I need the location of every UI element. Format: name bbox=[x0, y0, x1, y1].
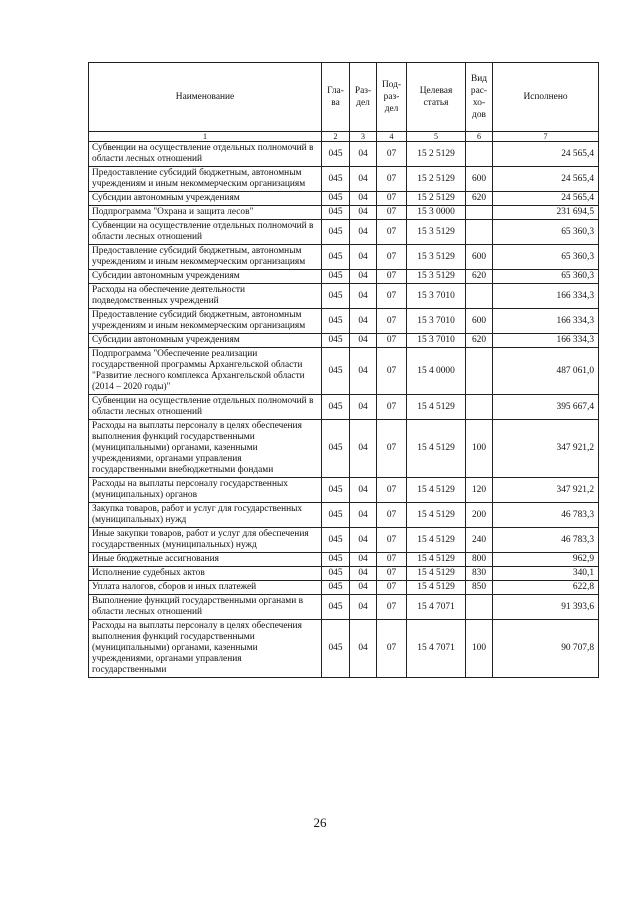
row-vid: 850 bbox=[466, 581, 493, 595]
row-statya: 15 2 5129 bbox=[407, 192, 466, 206]
row-razdel: 04 bbox=[350, 395, 377, 420]
row-podrazdel: 07 bbox=[377, 478, 407, 503]
row-vid: 240 bbox=[466, 528, 493, 553]
row-name: Предоставление субсидий бюджетным, автономным учреждениям и иным некоммерческим организациям bbox=[89, 167, 322, 192]
row-vid bbox=[466, 142, 493, 167]
table-row bbox=[89, 478, 599, 503]
table-row bbox=[89, 206, 599, 220]
row-podrazdel: 07 bbox=[377, 284, 407, 309]
row-vid bbox=[466, 395, 493, 420]
row-razdel: 04 bbox=[350, 348, 377, 395]
table-row bbox=[89, 595, 599, 620]
row-name: Субвенции на осуществление отдельных полномочий в области лесных отношений bbox=[89, 142, 322, 167]
row-razdel: 04 bbox=[350, 620, 377, 678]
table-row bbox=[89, 220, 599, 245]
row-statya: 15 2 5129 bbox=[407, 142, 466, 167]
row-sum: 24 565,4 bbox=[493, 192, 599, 206]
row-razdel: 04 bbox=[350, 553, 377, 567]
row-sum: 166 334,3 bbox=[493, 284, 599, 309]
row-vid: 100 bbox=[466, 620, 493, 678]
row-glava: 045 bbox=[322, 595, 350, 620]
row-vid bbox=[466, 206, 493, 220]
row-sum: 65 360,3 bbox=[493, 270, 599, 284]
row-glava: 045 bbox=[322, 553, 350, 567]
row-glava: 045 bbox=[322, 167, 350, 192]
row-podrazdel: 07 bbox=[377, 206, 407, 220]
header-sum: Исполнено bbox=[493, 63, 599, 132]
table-row bbox=[89, 284, 599, 309]
row-name: Иные бюджетные ассигнования bbox=[89, 553, 322, 567]
row-podrazdel: 07 bbox=[377, 270, 407, 284]
row-name: Подпрограмма "Обеспечение реализации государственной программы Архангельской области "Развитие лесного комплекса Архангельской области (2014 – 2020 годы)" bbox=[89, 348, 322, 395]
column-number: 7 bbox=[493, 132, 599, 142]
row-statya: 15 4 7071 bbox=[407, 620, 466, 678]
row-glava: 045 bbox=[322, 620, 350, 678]
column-number: 4 bbox=[377, 132, 407, 142]
row-statya: 15 4 7071 bbox=[407, 595, 466, 620]
row-razdel: 04 bbox=[350, 284, 377, 309]
row-podrazdel: 07 bbox=[377, 528, 407, 553]
row-sum: 347 921,2 bbox=[493, 478, 599, 503]
row-name: Подпрограмма "Охрана и защита лесов" bbox=[89, 206, 322, 220]
row-podrazdel: 07 bbox=[377, 420, 407, 478]
table-header-row bbox=[89, 63, 599, 132]
row-glava: 045 bbox=[322, 270, 350, 284]
header-glava: Гла- ва bbox=[322, 63, 350, 132]
row-glava: 045 bbox=[322, 220, 350, 245]
row-podrazdel: 07 bbox=[377, 192, 407, 206]
row-name: Расходы на обеспечение деятельности подведомственных учреждений bbox=[89, 284, 322, 309]
row-razdel: 04 bbox=[350, 206, 377, 220]
row-name: Предоставление субсидий бюджетным, автономным учреждениям и иным некоммерческим организациям bbox=[89, 309, 322, 334]
table-row bbox=[89, 270, 599, 284]
row-podrazdel: 07 bbox=[377, 553, 407, 567]
row-glava: 045 bbox=[322, 334, 350, 348]
header-podrazdel: Под- раз- дел bbox=[377, 63, 407, 132]
table-row bbox=[89, 553, 599, 567]
row-statya: 15 4 5129 bbox=[407, 503, 466, 528]
row-podrazdel: 07 bbox=[377, 245, 407, 270]
row-glava: 045 bbox=[322, 567, 350, 581]
column-number: 1 bbox=[89, 132, 322, 142]
row-razdel: 04 bbox=[350, 420, 377, 478]
column-number-row bbox=[89, 132, 599, 142]
row-sum: 91 393,6 bbox=[493, 595, 599, 620]
row-glava: 045 bbox=[322, 284, 350, 309]
row-razdel: 04 bbox=[350, 334, 377, 348]
row-statya: 15 4 5129 bbox=[407, 553, 466, 567]
row-sum: 24 565,4 bbox=[493, 167, 599, 192]
row-vid: 620 bbox=[466, 334, 493, 348]
row-statya: 15 3 7010 bbox=[407, 334, 466, 348]
row-glava: 045 bbox=[322, 581, 350, 595]
row-sum: 622,8 bbox=[493, 581, 599, 595]
row-razdel: 04 bbox=[350, 245, 377, 270]
row-statya: 15 3 5129 bbox=[407, 270, 466, 284]
row-vid: 600 bbox=[466, 245, 493, 270]
row-statya: 15 4 5129 bbox=[407, 567, 466, 581]
row-podrazdel: 07 bbox=[377, 167, 407, 192]
row-glava: 045 bbox=[322, 478, 350, 503]
column-number: 5 bbox=[407, 132, 466, 142]
row-statya: 15 3 7010 bbox=[407, 284, 466, 309]
row-glava: 045 bbox=[322, 192, 350, 206]
row-vid: 600 bbox=[466, 167, 493, 192]
page-number: 26 bbox=[313, 815, 327, 830]
row-podrazdel: 07 bbox=[377, 220, 407, 245]
row-name: Предоставление субсидий бюджетным, автономным учреждениям и иным некоммерческим организациям bbox=[89, 245, 322, 270]
row-sum: 46 783,3 bbox=[493, 503, 599, 528]
row-statya: 15 3 0000 bbox=[407, 206, 466, 220]
table-row bbox=[89, 334, 599, 348]
row-name: Закупка товаров, работ и услуг для государственных (муниципальных) нужд bbox=[89, 503, 322, 528]
row-name: Расходы на выплаты персоналу в целях обеспечения выполнения функций государственными (муниципальными) органами, казенными учреждениями, органами управления государственными внебюджетными фондами bbox=[89, 420, 322, 478]
row-razdel: 04 bbox=[350, 167, 377, 192]
row-podrazdel: 07 bbox=[377, 620, 407, 678]
row-sum: 487 061,0 bbox=[493, 348, 599, 395]
row-name: Уплата налогов, сборов и иных платежей bbox=[89, 581, 322, 595]
row-sum: 395 667,4 bbox=[493, 395, 599, 420]
row-name: Субсидии автономным учреждениям bbox=[89, 334, 322, 348]
row-sum: 65 360,3 bbox=[493, 245, 599, 270]
row-name: Субвенции на осуществление отдельных полномочий в области лесных отношений bbox=[89, 220, 322, 245]
row-name: Исполнение судебных актов bbox=[89, 567, 322, 581]
row-podrazdel: 07 bbox=[377, 595, 407, 620]
row-statya: 15 3 7010 bbox=[407, 309, 466, 334]
table-row bbox=[89, 567, 599, 581]
table-row bbox=[89, 395, 599, 420]
row-statya: 15 3 5129 bbox=[407, 220, 466, 245]
row-sum: 90 707,8 bbox=[493, 620, 599, 678]
row-glava: 045 bbox=[322, 420, 350, 478]
row-glava: 045 bbox=[322, 395, 350, 420]
row-razdel: 04 bbox=[350, 192, 377, 206]
row-glava: 045 bbox=[322, 309, 350, 334]
row-podrazdel: 07 bbox=[377, 348, 407, 395]
row-name: Иные закупки товаров, работ и услуг для обеспечения государственных (муниципальных) нужд bbox=[89, 528, 322, 553]
row-statya: 15 3 5129 bbox=[407, 245, 466, 270]
row-name: Субвенции на осуществление отдельных полномочий в области лесных отношений bbox=[89, 395, 322, 420]
row-razdel: 04 bbox=[350, 528, 377, 553]
row-vid: 600 bbox=[466, 309, 493, 334]
row-razdel: 04 bbox=[350, 567, 377, 581]
row-sum: 347 921,2 bbox=[493, 420, 599, 478]
row-sum: 166 334,3 bbox=[493, 309, 599, 334]
row-razdel: 04 bbox=[350, 503, 377, 528]
row-glava: 045 bbox=[322, 206, 350, 220]
row-razdel: 04 bbox=[350, 595, 377, 620]
header-vid: Вид рас- хо- дов bbox=[466, 63, 493, 132]
table-row bbox=[89, 167, 599, 192]
row-vid: 830 bbox=[466, 567, 493, 581]
row-sum: 962,9 bbox=[493, 553, 599, 567]
row-sum: 46 783,3 bbox=[493, 528, 599, 553]
table-row bbox=[89, 503, 599, 528]
row-vid bbox=[466, 348, 493, 395]
row-name: Субсидии автономным учреждениям bbox=[89, 192, 322, 206]
row-razdel: 04 bbox=[350, 581, 377, 595]
row-razdel: 04 bbox=[350, 270, 377, 284]
row-statya: 15 2 5129 bbox=[407, 167, 466, 192]
column-number: 2 bbox=[322, 132, 350, 142]
table-row bbox=[89, 192, 599, 206]
row-statya: 15 4 5129 bbox=[407, 528, 466, 553]
table-row bbox=[89, 348, 599, 395]
row-podrazdel: 07 bbox=[377, 503, 407, 528]
row-name: Выполнение функций государственными органами в области лесных отношений bbox=[89, 595, 322, 620]
row-razdel: 04 bbox=[350, 478, 377, 503]
row-podrazdel: 07 bbox=[377, 142, 407, 167]
row-statya: 15 4 0000 bbox=[407, 348, 466, 395]
row-razdel: 04 bbox=[350, 309, 377, 334]
row-vid: 800 bbox=[466, 553, 493, 567]
row-sum: 340,1 bbox=[493, 567, 599, 581]
header-statya: Целевая статья bbox=[407, 63, 466, 132]
row-vid: 200 bbox=[466, 503, 493, 528]
row-razdel: 04 bbox=[350, 220, 377, 245]
table-row bbox=[89, 581, 599, 595]
row-statya: 15 4 5129 bbox=[407, 420, 466, 478]
table-row bbox=[89, 420, 599, 478]
table-row bbox=[89, 528, 599, 553]
row-statya: 15 4 5129 bbox=[407, 395, 466, 420]
row-glava: 045 bbox=[322, 503, 350, 528]
table-row bbox=[89, 142, 599, 167]
row-glava: 045 bbox=[322, 528, 350, 553]
table-row bbox=[89, 309, 599, 334]
row-glava: 045 bbox=[322, 348, 350, 395]
table-row bbox=[89, 245, 599, 270]
row-vid: 100 bbox=[466, 420, 493, 478]
budget-table bbox=[88, 62, 599, 678]
row-podrazdel: 07 bbox=[377, 567, 407, 581]
header-razdel: Раз- дел bbox=[350, 63, 377, 132]
column-number: 3 bbox=[350, 132, 377, 142]
row-sum: 65 360,3 bbox=[493, 220, 599, 245]
row-sum: 231 694,5 bbox=[493, 206, 599, 220]
row-vid bbox=[466, 284, 493, 309]
column-number: 6 bbox=[466, 132, 493, 142]
row-razdel: 04 bbox=[350, 142, 377, 167]
row-name: Субсидии автономным учреждениям bbox=[89, 270, 322, 284]
row-podrazdel: 07 bbox=[377, 334, 407, 348]
row-glava: 045 bbox=[322, 142, 350, 167]
row-sum: 166 334,3 bbox=[493, 334, 599, 348]
row-name: Расходы на выплаты персоналу государственных (муниципальных) органов bbox=[89, 478, 322, 503]
header-name: Наименование bbox=[89, 63, 322, 132]
row-glava: 045 bbox=[322, 245, 350, 270]
row-vid bbox=[466, 595, 493, 620]
row-statya: 15 4 5129 bbox=[407, 478, 466, 503]
row-vid: 620 bbox=[466, 270, 493, 284]
row-vid: 120 bbox=[466, 478, 493, 503]
table-row bbox=[89, 620, 599, 678]
row-podrazdel: 07 bbox=[377, 581, 407, 595]
row-podrazdel: 07 bbox=[377, 395, 407, 420]
row-podrazdel: 07 bbox=[377, 309, 407, 334]
row-statya: 15 4 5129 bbox=[407, 581, 466, 595]
row-vid: 620 bbox=[466, 192, 493, 206]
row-name: Расходы на выплаты персоналу в целях обеспечения выполнения функций государственными (муниципальными) органами, казенными учреждениями, органами управления государственными bbox=[89, 620, 322, 678]
row-sum: 24 565,4 bbox=[493, 142, 599, 167]
row-vid bbox=[466, 220, 493, 245]
